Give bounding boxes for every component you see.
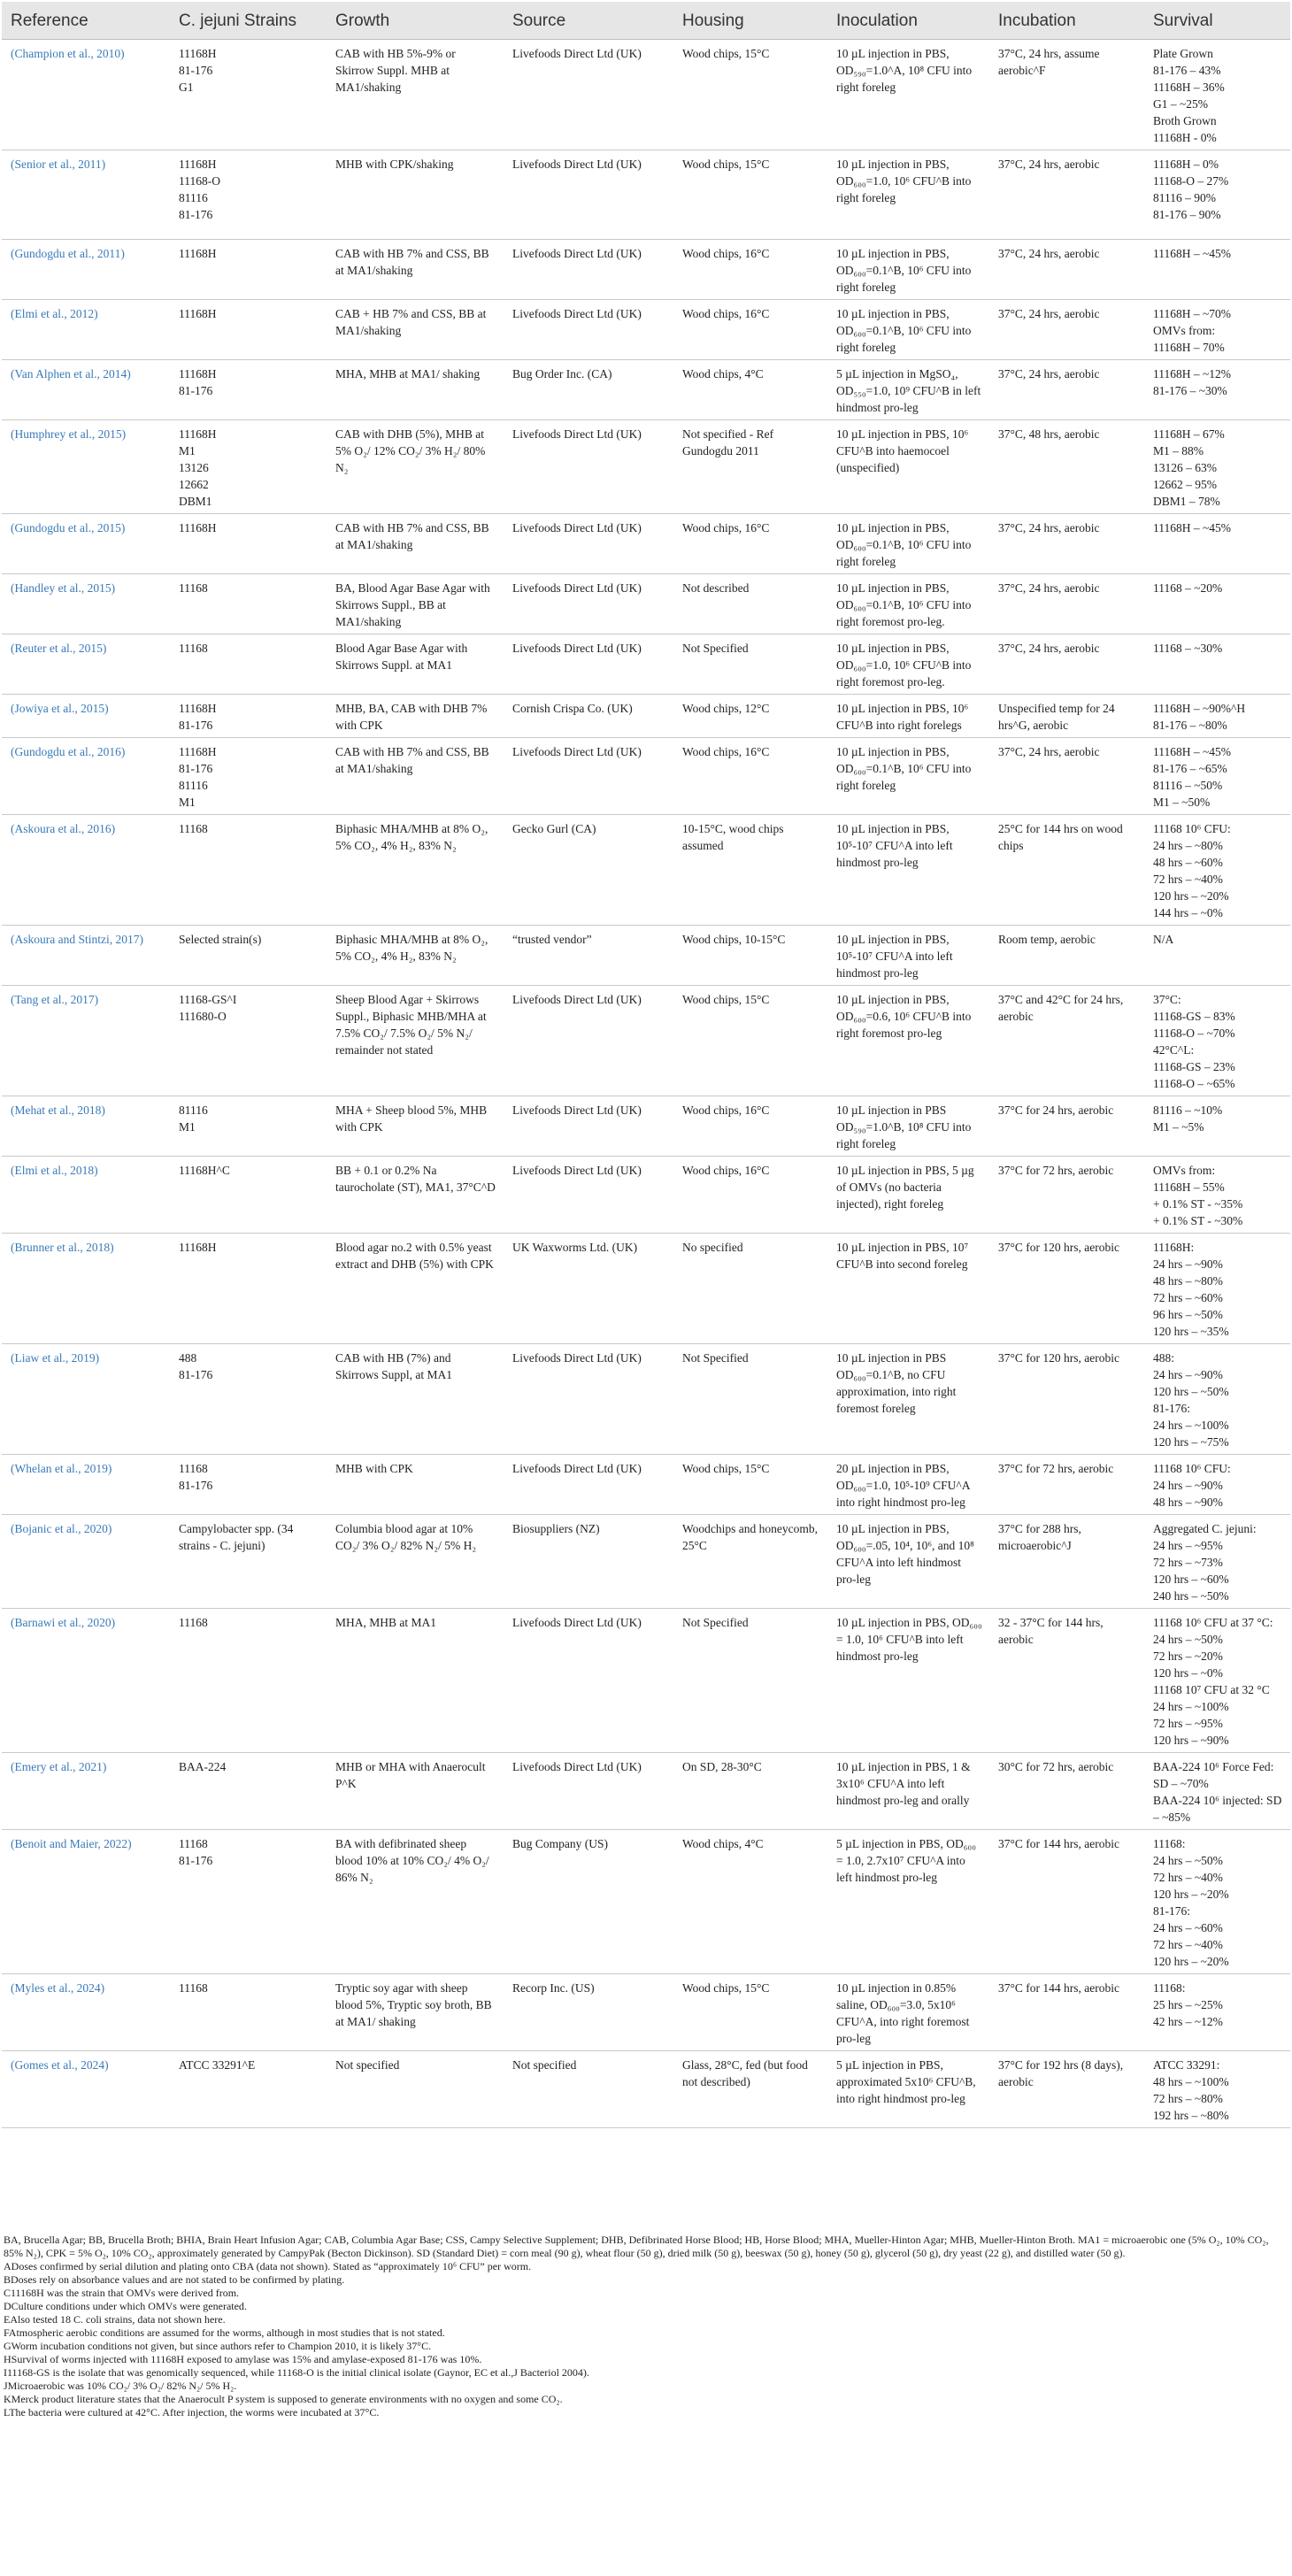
cell-survival: 11168H – ~45%: [1144, 240, 1290, 300]
cell-source: Biosuppliers (NZ): [504, 1515, 673, 1609]
cell-growth: MHB with CPK/shaking: [327, 150, 504, 240]
header-reference: Reference: [2, 2, 170, 40]
reference-link[interactable]: (Elmi et al., 2012): [2, 300, 170, 360]
cell-survival: Aggregated C. jejuni: 24 hrs – ~95% 72 hrs – ~73% 120 hrs – ~60% 240 hrs – ~50%: [1144, 1515, 1290, 1609]
cell-growth: MHA + Sheep blood 5%, MHB with CPK: [327, 1096, 504, 1157]
table-row: [2, 240, 1290, 300]
cell-housing: Glass, 28°C, fed (but food not described): [673, 2051, 827, 2128]
cell-housing: Wood chips, 4°C: [673, 360, 827, 420]
cell-incubation: 37°C, 24 hrs, aerobic: [989, 300, 1144, 360]
cell-growth: MHA, MHB at MA1: [327, 1609, 504, 1753]
cell-survival: 11168H – ~70% OMVs from: 11168H – 70%: [1144, 300, 1290, 360]
reference-link[interactable]: (Askoura et al., 2016): [2, 815, 170, 926]
cell-incubation: 37°C for 288 hrs, microaerobic^J: [989, 1515, 1144, 1609]
table-row: [2, 360, 1290, 420]
header-housing: Housing: [673, 2, 827, 40]
cell-incubation: 37°C, 24 hrs, aerobic: [989, 574, 1144, 634]
cell-survival: 11168H: 24 hrs – ~90% 48 hrs – ~80% 72 hrs – ~60% 96 hrs – ~50% 120 hrs – ~35%: [1144, 1234, 1290, 1344]
cell-strains: 11168H M1 13126 12662 DBM1: [170, 420, 327, 514]
cell-strains: 11168H 81-176 G1: [170, 40, 327, 150]
reference-link[interactable]: (Gundogdu et al., 2015): [2, 514, 170, 574]
cell-housing: Not Specified: [673, 1609, 827, 1753]
header-growth: Growth: [327, 2, 504, 40]
cell-survival: 11168H – ~90%^H 81-176 – ~80%: [1144, 695, 1290, 738]
cell-inoculation: 20 µL injection in PBS, OD₆₀₀=1.0, 10⁵-10⁹ CFU^A into right hindmost pro-leg: [827, 1455, 989, 1515]
cell-incubation: 37°C, 24 hrs, aerobic: [989, 514, 1144, 574]
cell-inoculation: 10 µL injection in PBS, OD₆₀₀=0.1^B, 10⁶ CFU into right foreleg: [827, 514, 989, 574]
footnote: HSurvival of worms injected with 11168H exposed to amylase was 15% and amylase-exposed 81-176 was 10%.: [4, 2353, 482, 2365]
cell-growth: MHB or MHA with Anaerocult P^K: [327, 1753, 504, 1830]
cell-housing: Wood chips, 12°C: [673, 695, 827, 738]
cell-survival: 11168 10⁶ CFU at 37 °C: 24 hrs – ~50% 72 hrs – ~20% 120 hrs – ~0% 11168 10⁷ CFU at 32 °C 24 hrs – ~100% 72 hrs – ~95% 120 hrs – ~90%: [1144, 1609, 1290, 1753]
cell-growth: CAB with HB 5%-9% or Skirrow Suppl. MHB at MA1/shaking: [327, 40, 504, 150]
cell-source: Livefoods Direct Ltd (UK): [504, 1344, 673, 1455]
table-row: [2, 1455, 1290, 1515]
cell-incubation: 37°C, 24 hrs, aerobic: [989, 360, 1144, 420]
cell-survival: 11168H – ~45%: [1144, 514, 1290, 574]
table-row: [2, 1515, 1290, 1609]
footnote: EAlso tested 18 C. coli strains, data not shown here.: [4, 2313, 226, 2326]
header-source: Source: [504, 2, 673, 40]
reference-link[interactable]: (Handley et al., 2015): [2, 574, 170, 634]
cell-incubation: 30°C for 72 hrs, aerobic: [989, 1753, 1144, 1830]
footnote: LThe bacteria were cultured at 42°C. After injection, the worms were incubated at 37°C.: [4, 2406, 380, 2418]
cell-housing: Wood chips, 4°C: [673, 1830, 827, 1974]
cell-growth: Biphasic MHA/MHB at 8% O₂, 5% CO₂, 4% H₂, 83% N₂: [327, 926, 504, 986]
cell-survival: 11168 – ~20%: [1144, 574, 1290, 634]
table-row: [2, 40, 1290, 150]
cell-growth: BB + 0.1 or 0.2% Na taurocholate (ST), MA1, 37°C^D: [327, 1157, 504, 1234]
cell-incubation: 37°C for 144 hrs, aerobic: [989, 1830, 1144, 1974]
table-row: [2, 1753, 1290, 1830]
cell-inoculation: 10 µL injection in PBS, OD₆₀₀=0.1^B, 10⁶ CFU into right foreleg: [827, 300, 989, 360]
reference-link[interactable]: (Askoura and Stintzi, 2017): [2, 926, 170, 986]
cell-survival: ATCC 33291: 48 hrs – ~100% 72 hrs – ~80% 192 hrs – ~80%: [1144, 2051, 1290, 2128]
reference-link[interactable]: (Elmi et al., 2018): [2, 1157, 170, 1234]
cell-inoculation: 10 µL injection in PBS, 10⁶ CFU^B into right forelegs: [827, 695, 989, 738]
literature-table: [2, 2, 1290, 2128]
cell-survival: 81116 – ~10% M1 – ~5%: [1144, 1096, 1290, 1157]
cell-source: Livefoods Direct Ltd (UK): [504, 420, 673, 514]
table-row: [2, 300, 1290, 360]
cell-inoculation: 10 µL injection in PBS, OD₆₀₀=0.1^B, 10⁶ CFU into right foreleg: [827, 240, 989, 300]
cell-housing: Not specified - Ref Gundogdu 2011: [673, 420, 827, 514]
cell-housing: Woodchips and honeycomb, 25°C: [673, 1515, 827, 1609]
cell-incubation: 37°C and 42°C for 24 hrs, aerobic: [989, 986, 1144, 1096]
cell-incubation: 37°C for 144 hrs, aerobic: [989, 1974, 1144, 2051]
cell-growth: CAB with HB 7% and CSS, BB at MA1/shaking: [327, 514, 504, 574]
cell-housing: Wood chips, 10-15°C: [673, 926, 827, 986]
cell-growth: CAB with HB 7% and CSS, BB at MA1/shaking: [327, 240, 504, 300]
cell-inoculation: 5 µL injection in PBS, approximated 5x10⁶ CFU^B, into right hindmost pro-leg: [827, 2051, 989, 2128]
reference-link[interactable]: (Bojanic et al., 2020): [2, 1515, 170, 1609]
header-strains: C. jejuni Strains: [170, 2, 327, 40]
cell-inoculation: 10 µL injection in PBS, OD₆₀₀=.05, 10⁴, 10⁶, and 10⁸ CFU^A into left hindmost pro-leg: [827, 1515, 989, 1609]
cell-housing: Wood chips, 15°C: [673, 40, 827, 150]
cell-source: Bug Order Inc. (CA): [504, 360, 673, 420]
cell-incubation: Unspecified temp for 24 hrs^G, aerobic: [989, 695, 1144, 738]
cell-housing: 10-15°C, wood chips assumed: [673, 815, 827, 926]
cell-growth: MHA, MHB at MA1/ shaking: [327, 360, 504, 420]
cell-strains: 11168 81-176: [170, 1455, 327, 1515]
cell-housing: Wood chips, 16°C: [673, 240, 827, 300]
cell-housing: Wood chips, 15°C: [673, 1455, 827, 1515]
cell-survival: 37°C: 11168-GS – 83% 11168-O – ~70% 42°C^L: 11168-GS – 23% 11168-O – ~65%: [1144, 986, 1290, 1096]
cell-inoculation: 10 µL injection in PBS OD₅₉₀=1.0^B, 10⁸ CFU into right foreleg: [827, 1096, 989, 1157]
cell-strains: 11168H 11168-O 81116 81-176: [170, 150, 327, 240]
cell-housing: No specified: [673, 1234, 827, 1344]
cell-strains: 11168 81-176: [170, 1830, 327, 1974]
cell-strains: 11168: [170, 1609, 327, 1753]
cell-source: Not specified: [504, 2051, 673, 2128]
cell-source: Gecko Gurl (CA): [504, 815, 673, 926]
cell-source: Bug Company (US): [504, 1830, 673, 1974]
cell-incubation: 37°C, 24 hrs, assume aerobic^F: [989, 40, 1144, 150]
cell-strains: 11168H: [170, 240, 327, 300]
cell-growth: MHB with CPK: [327, 1455, 504, 1515]
cell-growth: BA, Blood Agar Base Agar with Skirrows Suppl., BB at MA1/shaking: [327, 574, 504, 634]
cell-strains: 11168: [170, 634, 327, 695]
table-row: [2, 1234, 1290, 1344]
table-row: [2, 574, 1290, 634]
cell-incubation: 25°C for 144 hrs on wood chips: [989, 815, 1144, 926]
reference-link[interactable]: (Benoit and Maier, 2022): [2, 1830, 170, 1974]
cell-survival: 11168H – 67% M1 – 88% 13126 – 63% 12662 – 95% DBM1 – 78%: [1144, 420, 1290, 514]
table-row: [2, 1157, 1290, 1234]
cell-inoculation: 10 µL injection in PBS, OD₆₀₀=0.1^B, 10⁶ CFU into right foreleg: [827, 738, 989, 815]
cell-strains: Campylobacter spp. (34 strains - C. jejuni): [170, 1515, 327, 1609]
cell-housing: Not Specified: [673, 634, 827, 695]
cell-growth: Blood Agar Base Agar with Skirrows Suppl. at MA1: [327, 634, 504, 695]
header-survival: Survival: [1144, 2, 1290, 40]
table-row: [2, 1344, 1290, 1455]
table-row: [2, 1096, 1290, 1157]
cell-survival: 11168: 24 hrs – ~50% 72 hrs – ~40% 120 hrs – ~20% 81-176: 24 hrs – ~60% 72 hrs – ~40% 120 hrs – ~20%: [1144, 1830, 1290, 1974]
table-row: [2, 986, 1290, 1096]
cell-housing: Wood chips, 16°C: [673, 738, 827, 815]
cell-source: Livefoods Direct Ltd (UK): [504, 1096, 673, 1157]
cell-inoculation: 10 µL injection in PBS, 5 µg of OMVs (no bacteria injected), right foreleg: [827, 1157, 989, 1234]
header-inoculation: Inoculation: [827, 2, 989, 40]
reference-link[interactable]: (Champion et al., 2010): [2, 40, 170, 150]
reference-link[interactable]: (Mehat et al., 2018): [2, 1096, 170, 1157]
reference-link[interactable]: (Barnawi et al., 2020): [2, 1609, 170, 1753]
cell-source: Livefoods Direct Ltd (UK): [504, 986, 673, 1096]
cell-strains: 11168: [170, 574, 327, 634]
cell-inoculation: 10 µL injection in PBS, OD₆₀₀=1.0, 10⁶ CFU^B into right foreleg: [827, 150, 989, 240]
cell-strains: 11168H: [170, 300, 327, 360]
reference-link[interactable]: (Whelan et al., 2019): [2, 1455, 170, 1515]
reference-link[interactable]: (Gundogdu et al., 2011): [2, 240, 170, 300]
cell-strains: 488 81-176: [170, 1344, 327, 1455]
footnote: I11168-GS is the isolate that was genomically sequenced, while 11168-O is the initial clinical isolate (Gaynor, EC et al.,J Bacteriol 2004).: [4, 2366, 589, 2379]
cell-survival: 11168H – ~45% 81-176 – ~65% 81116 – ~50% M1 – ~50%: [1144, 738, 1290, 815]
footnote: KMerck product literature states that the Anaerocult P system is supposed to generate environments with no oxygen and some CO₂.: [4, 2393, 563, 2405]
cell-strains: 11168-GS^I 111680-O: [170, 986, 327, 1096]
table-row: [2, 1609, 1290, 1753]
cell-housing: Wood chips, 15°C: [673, 150, 827, 240]
cell-source: Livefoods Direct Ltd (UK): [504, 1753, 673, 1830]
cell-survival: BAA-224 10⁶ Force Fed: SD – ~70% BAA-224 10⁶ injected: SD – ~85%: [1144, 1753, 1290, 1830]
footnote: C11168H was the strain that OMVs were derived from.: [4, 2287, 240, 2299]
cell-source: Livefoods Direct Ltd (UK): [504, 40, 673, 150]
reference-link[interactable]: (Reuter et al., 2015): [2, 634, 170, 695]
table-row: [2, 2051, 1290, 2128]
reference-link[interactable]: (Humphrey et al., 2015): [2, 420, 170, 514]
cell-inoculation: 10 µL injection in PBS, 1 & 3x10⁶ CFU^A into left hindmost pro-leg and orally: [827, 1753, 989, 1830]
cell-growth: BA with defibrinated sheep blood 10% at 10% CO₂/ 4% O₂/ 86% N₂: [327, 1830, 504, 1974]
reference-link[interactable]: (Gomes et al., 2024): [2, 2051, 170, 2128]
table-row: [2, 815, 1290, 926]
table-row: [2, 420, 1290, 514]
footnote: BA, Brucella Agar; BB, Brucella Broth; BHIA, Brain Heart Infusion Agar; CAB, Columbia Agar Base; CSS, Campy Selective Supplement; DHB, Defibrinated Horse Blood; HB, Horse Blood; MHA, Mueller-Hinton Agar; MHB, Mueller-Hinton Broth. MA1 = microaerobic one (5% O₂, 10% CO₂, 85% N₂), CPK = 5% O₂, 10% CO₂, approximately generated by CampyPak (Becton Dickinson). SD (Standard Diet) = corn meal (90 g), wheat flour (50 g), dried milk (50 g), beeswax (50 g), honey (50 g), glycerol (50 g), dry yeast (22 g), and distilled water (50 g).: [4, 2234, 1269, 2259]
footnotes: [4, 2234, 1278, 2419]
footnote: JMicroaerobic was 10% CO₂/ 3% O₂/ 82% N₂/ 5% H₂.: [4, 2380, 237, 2392]
cell-source: Recorp Inc. (US): [504, 1974, 673, 2051]
cell-housing: Not described: [673, 574, 827, 634]
table-row: [2, 150, 1290, 240]
table-row: [2, 634, 1290, 695]
cell-inoculation: 10 µL injection in PBS, OD₆₀₀=0.6, 10⁶ CFU^B into right foremost pro-leg: [827, 986, 989, 1096]
cell-source: Livefoods Direct Ltd (UK): [504, 1609, 673, 1753]
cell-source: Livefoods Direct Ltd (UK): [504, 150, 673, 240]
cell-growth: Blood agar no.2 with 0.5% yeast extract and DHB (5%) with CPK: [327, 1234, 504, 1344]
reference-link[interactable]: (Gundogdu et al., 2016): [2, 738, 170, 815]
footnote: ADoses confirmed by serial dilution and plating onto CBA (data not shown). Stated as “approximately 10⁶ CFU” per worm.: [4, 2260, 532, 2272]
cell-incubation: 37°C for 192 hrs (8 days), aerobic: [989, 2051, 1144, 2128]
footnote: BDoses rely on absorbance values and are not stated to be confirmed by plating.: [4, 2273, 345, 2286]
cell-source: Livefoods Direct Ltd (UK): [504, 300, 673, 360]
cell-inoculation: 10 µL injection in PBS, OD₆₀₀ = 1.0, 10⁶ CFU^B into left hindmost pro-leg: [827, 1609, 989, 1753]
cell-survival: 488: 24 hrs – ~90% 120 hrs – ~50% 81-176: 24 hrs – ~100% 120 hrs – ~75%: [1144, 1344, 1290, 1455]
cell-housing: Wood chips, 15°C: [673, 1974, 827, 2051]
cell-survival: N/A: [1144, 926, 1290, 986]
header-row: [2, 2, 1290, 40]
cell-incubation: 37°C for 120 hrs, aerobic: [989, 1234, 1144, 1344]
reference-link[interactable]: (Myles et al., 2024): [2, 1974, 170, 2051]
cell-growth: Not specified: [327, 2051, 504, 2128]
cell-strains: 81116 M1: [170, 1096, 327, 1157]
cell-incubation: 37°C, 24 hrs, aerobic: [989, 738, 1144, 815]
cell-strains: Selected strain(s): [170, 926, 327, 986]
cell-inoculation: 10 µL injection in PBS OD₆₀₀=0.1^B, no CFU approximation, into right foremost foreleg: [827, 1344, 989, 1455]
cell-incubation: 37°C, 24 hrs, aerobic: [989, 634, 1144, 695]
footnote: DCulture conditions under which OMVs were generated.: [4, 2300, 247, 2312]
cell-source: Livefoods Direct Ltd (UK): [504, 240, 673, 300]
reference-link[interactable]: (Tang et al., 2017): [2, 986, 170, 1096]
cell-strains: 11168H: [170, 514, 327, 574]
cell-survival: 11168 10⁶ CFU: 24 hrs – ~90% 48 hrs – ~90%: [1144, 1455, 1290, 1515]
footnote: FAtmospheric aerobic conditions are assumed for the worms, although in most studies that is not stated.: [4, 2326, 445, 2339]
reference-link[interactable]: (Brunner et al., 2018): [2, 1234, 170, 1344]
table-row: [2, 695, 1290, 738]
cell-growth: CAB with HB 7% and CSS, BB at MA1/shaking: [327, 738, 504, 815]
cell-incubation: 37°C for 72 hrs, aerobic: [989, 1157, 1144, 1234]
cell-housing: On SD, 28-30°C: [673, 1753, 827, 1830]
cell-source: Livefoods Direct Ltd (UK): [504, 634, 673, 695]
cell-housing: Wood chips, 16°C: [673, 1096, 827, 1157]
cell-source: Livefoods Direct Ltd (UK): [504, 514, 673, 574]
header-incubation: Incubation: [989, 2, 1144, 40]
cell-inoculation: 10 µL injection in 0.85% saline, OD₆₀₀=3.0, 5x10⁶ CFU^A, into right foremost pro-leg: [827, 1974, 989, 2051]
cell-source: Livefoods Direct Ltd (UK): [504, 574, 673, 634]
cell-housing: Wood chips, 15°C: [673, 986, 827, 1096]
cell-strains: 11168: [170, 1974, 327, 2051]
table-row: [2, 1974, 1290, 2051]
cell-incubation: 37°C, 24 hrs, aerobic: [989, 150, 1144, 240]
cell-housing: Wood chips, 16°C: [673, 514, 827, 574]
cell-strains: 11168H 81-176: [170, 360, 327, 420]
cell-inoculation: 10 µL injection in PBS, OD₅₉₀=1.0^A, 10⁸ CFU into right foreleg: [827, 40, 989, 150]
cell-housing: Not Specified: [673, 1344, 827, 1455]
cell-inoculation: 10 µL injection in PBS, 10⁵-10⁷ CFU^A into left hindmost pro-leg: [827, 926, 989, 986]
cell-inoculation: 10 µL injection in PBS, 10⁷ CFU^B into second foreleg: [827, 1234, 989, 1344]
cell-strains: BAA-224: [170, 1753, 327, 1830]
cell-incubation: 37°C for 24 hrs, aerobic: [989, 1096, 1144, 1157]
cell-strains: 11168: [170, 815, 327, 926]
cell-source: Livefoods Direct Ltd (UK): [504, 738, 673, 815]
cell-strains: 11168H 81-176: [170, 695, 327, 738]
reference-link[interactable]: (Liaw et al., 2019): [2, 1344, 170, 1455]
cell-source: UK Waxworms Ltd. (UK): [504, 1234, 673, 1344]
cell-growth: MHB, BA, CAB with DHB 7% with CPK: [327, 695, 504, 738]
cell-growth: Columbia blood agar at 10% CO₂/ 3% O₂/ 82% N₂/ 5% H₂: [327, 1515, 504, 1609]
cell-survival: OMVs from: 11168H – 55% + 0.1% ST - ~35% + 0.1% ST - ~30%: [1144, 1157, 1290, 1234]
table-body: [2, 40, 1290, 2128]
cell-strains: ATCC 33291^E: [170, 2051, 327, 2128]
cell-growth: CAB + HB 7% and CSS, BB at MA1/shaking: [327, 300, 504, 360]
reference-link[interactable]: (Emery et al., 2021): [2, 1753, 170, 1830]
cell-inoculation: 5 µL injection in MgSO₄, OD₅₅₀=1.0, 10⁹ CFU^B in left hindmost pro-leg: [827, 360, 989, 420]
cell-incubation: 37°C, 48 hrs, aerobic: [989, 420, 1144, 514]
cell-housing: Wood chips, 16°C: [673, 1157, 827, 1234]
cell-inoculation: 10 µL injection in PBS, OD₆₀₀=1.0, 10⁶ CFU^B into right foremost pro-leg.: [827, 634, 989, 695]
cell-growth: CAB with DHB (5%), MHB at 5% O₂/ 12% CO₂/ 3% H₂/ 80% N₂: [327, 420, 504, 514]
cell-strains: 11168H^C: [170, 1157, 327, 1234]
cell-survival: Plate Grown 81-176 – 43% 11168H – 36% G1 – ~25% Broth Grown 11168H - 0%: [1144, 40, 1290, 150]
reference-link[interactable]: (Van Alphen et al., 2014): [2, 360, 170, 420]
cell-survival: 11168 – ~30%: [1144, 634, 1290, 695]
cell-inoculation: 10 µL injection in PBS, OD₆₀₀=0.1^B, 10⁶ CFU into right foremost pro-leg.: [827, 574, 989, 634]
cell-inoculation: 10 µL injection in PBS, 10⁶ CFU^B into haemocoel (unspecified): [827, 420, 989, 514]
table-row: [2, 738, 1290, 815]
cell-survival: 11168 10⁶ CFU: 24 hrs – ~80% 48 hrs – ~60% 72 hrs – ~40% 120 hrs – ~20% 144 hrs – ~0%: [1144, 815, 1290, 926]
table-row: [2, 514, 1290, 574]
cell-incubation: 37°C for 72 hrs, aerobic: [989, 1455, 1144, 1515]
footnote: GWorm incubation conditions not given, but since authors refer to Champion 2010, it is likely 37°C.: [4, 2340, 432, 2352]
cell-growth: Sheep Blood Agar + Skirrows Suppl., Biphasic MHB/MHA at 7.5% CO₂/ 7.5% O₂/ 5% N₂/ remainder not stated: [327, 986, 504, 1096]
table-row: [2, 1830, 1290, 1974]
cell-incubation: Room temp, aerobic: [989, 926, 1144, 986]
cell-inoculation: 5 µL injection in PBS, OD₆₀₀ = 1.0, 2.7x10⁷ CFU^A into left hindmost pro-leg: [827, 1830, 989, 1974]
cell-survival: 11168H – ~12% 81-176 – ~30%: [1144, 360, 1290, 420]
cell-survival: 11168H – 0% 11168-O – 27% 81116 – 90% 81-176 – 90%: [1144, 150, 1290, 240]
cell-incubation: 37°C, 24 hrs, aerobic: [989, 240, 1144, 300]
cell-strains: 11168H: [170, 1234, 327, 1344]
cell-source: “trusted vendor”: [504, 926, 673, 986]
cell-inoculation: 10 µL injection in PBS, 10⁵-10⁷ CFU^A into left hindmost pro-leg: [827, 815, 989, 926]
reference-link[interactable]: (Senior et al., 2011): [2, 150, 170, 240]
cell-growth: Biphasic MHA/MHB at 8% O₂, 5% CO₂, 4% H₂, 83% N₂: [327, 815, 504, 926]
table-row: [2, 926, 1290, 986]
cell-incubation: 32 - 37°C for 144 hrs, aerobic: [989, 1609, 1144, 1753]
reference-link[interactable]: (Jowiya et al., 2015): [2, 695, 170, 738]
cell-source: Livefoods Direct Ltd (UK): [504, 1455, 673, 1515]
cell-incubation: 37°C for 120 hrs, aerobic: [989, 1344, 1144, 1455]
cell-source: Livefoods Direct Ltd (UK): [504, 1157, 673, 1234]
cell-housing: Wood chips, 16°C: [673, 300, 827, 360]
cell-survival: 11168: 25 hrs – ~25% 42 hrs – ~12%: [1144, 1974, 1290, 2051]
cell-strains: 11168H 81-176 81116 M1: [170, 738, 327, 815]
cell-source: Cornish Crispa Co. (UK): [504, 695, 673, 738]
cell-growth: Tryptic soy agar with sheep blood 5%, Tryptic soy broth, BB at MA1/ shaking: [327, 1974, 504, 2051]
cell-growth: CAB with HB (7%) and Skirrows Suppl, at MA1: [327, 1344, 504, 1455]
